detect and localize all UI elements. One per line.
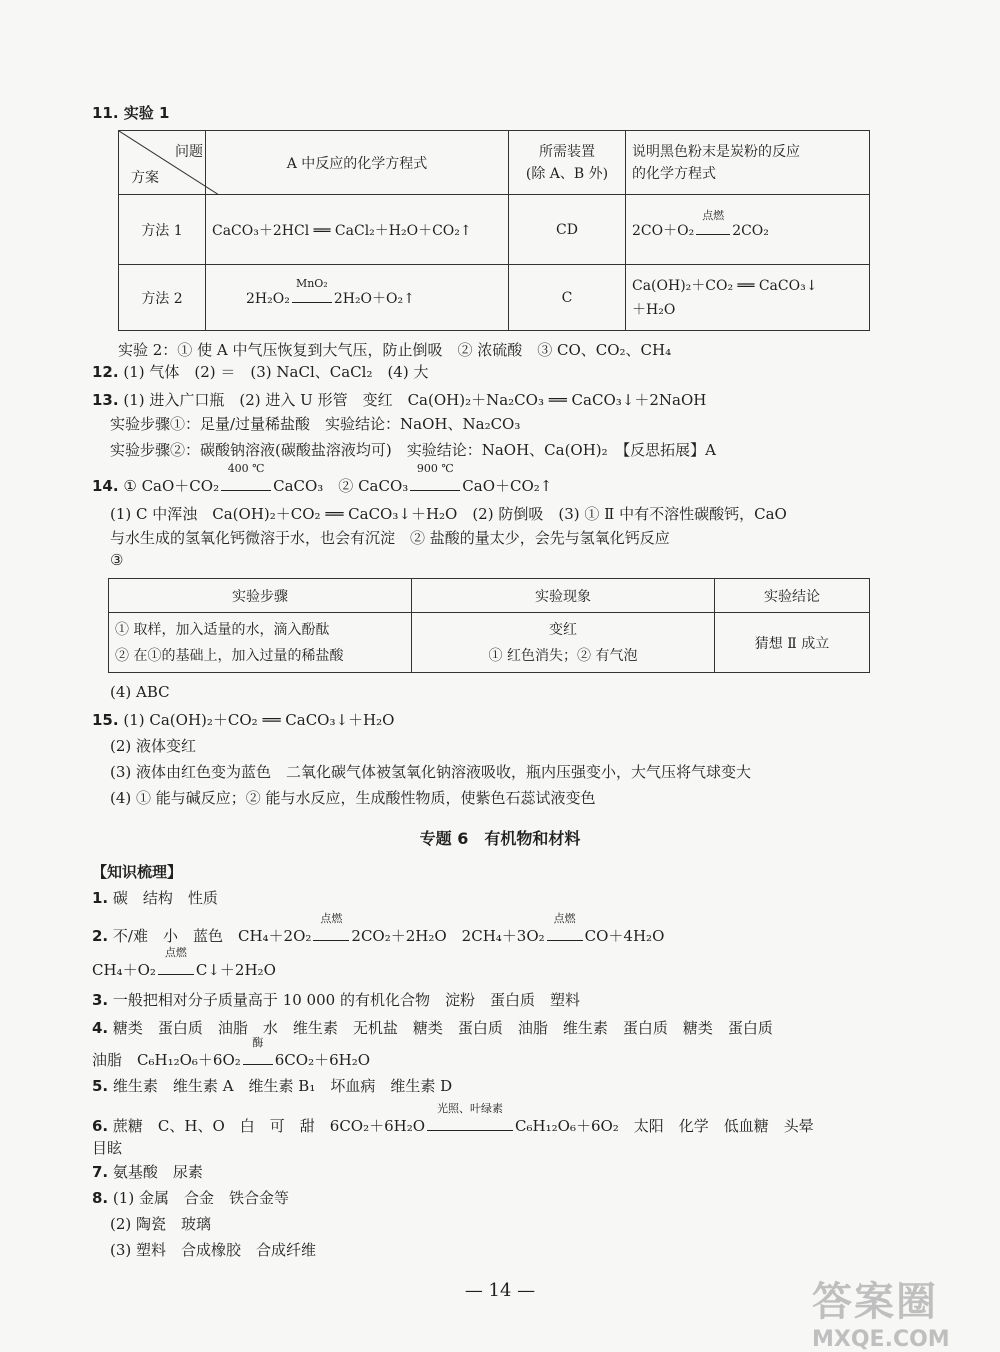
header-explanation-line1: 说明黑色粉末是炭粉的反应 (632, 143, 800, 160)
eq-right: 2CO₂ (732, 222, 769, 239)
q13-line2: 实验步骤①：足量/过量稀盐酸 实验结论：NaOH、Na₂CO₃ (110, 415, 521, 433)
item-1 (92, 888, 218, 908)
item-4 (92, 1018, 773, 1038)
reaction-condition: MnO₂ (295, 276, 328, 290)
reaction-condition: 点燃 (320, 912, 343, 925)
item-text: 碳 结构 性质 (112, 889, 218, 907)
row2-equation (206, 265, 509, 331)
header-device-line2: (除 A、B 外) (525, 165, 609, 182)
eq-part: 不/难 小 蓝色 CH₄＋2O₂ (112, 927, 312, 945)
header-equation: A 中反应的化学方程式 (206, 131, 509, 195)
q13-number: 13. (92, 391, 119, 409)
q14-line4: ③ (110, 551, 124, 569)
eq-part: C↓＋2H₂O (195, 961, 276, 979)
q12 (92, 362, 428, 382)
header-phenomena: 实验现象 (412, 579, 715, 613)
steps-cell (109, 613, 412, 673)
item-5 (92, 1076, 452, 1096)
corner-bottom-label: 方案 (131, 170, 159, 186)
q12-number: 12. (92, 363, 119, 381)
row1-explanation (626, 195, 870, 265)
item-number: 3. (92, 991, 109, 1009)
row1-equation: CaCO₃＋2HCl ══ CaCl₂＋H₂O＋CO₂↑ (206, 195, 509, 265)
eq-part: CO＋4H₂O (584, 927, 665, 945)
q12-text: (1) 气体 (2) ＝ (3) NaCl、CaCl₂ (4) 大 (123, 363, 429, 381)
header-explanation-line2: 的化学方程式 (632, 165, 716, 182)
row2-explanation-line2: ＋H₂O (632, 301, 676, 318)
eq-part: ① CaO＋CO₂ (123, 477, 220, 495)
reaction-condition: 点燃 (164, 946, 187, 959)
row1-label: 方法 1 (119, 195, 206, 265)
q14-table (108, 578, 870, 673)
item-number: 6. (92, 1117, 109, 1135)
q13-line1 (92, 390, 706, 410)
q14-line3: 与水生成的氢氧化钙微溶于水，也会有沉淀 ② 盐酸的量太少，会先与氢氧化钙反应 (110, 529, 670, 547)
q15-text: (1) Ca(OH)₂＋CO₂ ══ CaCO₃↓＋H₂O (123, 711, 395, 729)
item-number: 7. (92, 1163, 109, 1181)
row1-device: CD (509, 195, 626, 265)
eq-part: 6CO₂＋6H₂O (274, 1051, 371, 1069)
item-8 (92, 1188, 289, 1208)
item-number: 8. (92, 1189, 109, 1207)
reaction-arrow (427, 1102, 513, 1136)
reaction-arrow (221, 462, 271, 496)
q13-text: (1) 进入广口瓶 (2) 进入 U 形管 变红 Ca(OH)₂＋Na₂CO₃ ══ CaCO₃↓＋2NaOH (123, 391, 707, 409)
eq-right: 2H₂O＋O₂↑ (333, 290, 415, 307)
item-3 (92, 990, 580, 1010)
item-6 (92, 1102, 814, 1136)
reaction-arrow (158, 946, 194, 980)
reaction-condition: 400 ℃ (227, 462, 265, 475)
header-device-line1: 所需装置 (539, 143, 595, 160)
item-number: 1. (92, 889, 109, 907)
header-steps: 实验步骤 (109, 579, 412, 613)
eq-left: 2H₂O₂ (246, 290, 290, 307)
reaction-arrow (547, 912, 583, 946)
q15-number: 15. (92, 711, 119, 729)
q14-line2: (1) C 中浑浊 Ca(OH)₂＋CO₂ ══ CaCO₃↓＋H₂O (2) 防倒吸 (3) ① Ⅱ 中有不溶性碳酸钙，CaO (110, 505, 787, 523)
eq-part: 2CO₂＋2H₂O 2CH₄＋3O₂ (351, 927, 545, 945)
page-number: — 14 — (464, 1280, 536, 1301)
q15-line4: (4) ① 能与碱反应；② 能与水反应，生成酸性物质，使紫色石蕊试液变色 (110, 789, 596, 807)
reaction-condition: 光照、叶绿素 (437, 1102, 504, 1115)
row2-explanation (626, 265, 870, 331)
q11-exp2: 实验 2：① 使 A 中气压恢复到大气压，防止倒吸 ② 浓硫酸 ③ CO、CO₂、CH₄ (118, 341, 672, 359)
eq-part: CaO＋CO₂↑ (462, 477, 553, 495)
eq-part: CaCO₃ ② CaCO₃ (273, 477, 409, 495)
item-text: 一般把相对分子质量高于 10 000 的有机化合物 淀粉 蛋白质 塑料 (112, 991, 580, 1009)
corner-top-label: 问题 (175, 144, 203, 160)
row2-device: C (509, 265, 626, 331)
phenomena-cell (412, 613, 715, 673)
conclusion-cell: 猜想 Ⅱ 成立 (715, 613, 870, 673)
item-number: 4. (92, 1019, 109, 1037)
phenomenon-2: ① 红色消失；② 有气泡 (488, 647, 638, 664)
reaction-condition: 点燃 (553, 912, 576, 925)
item-7 (92, 1162, 203, 1182)
eq-part: CH₄＋O₂ (92, 961, 156, 979)
item-text: 维生素 维生素 A 维生素 B₁ 坏血病 维生素 D (112, 1077, 453, 1095)
reaction-arrow (292, 276, 332, 307)
item-text: (1) 金属 合金 铁合金等 (112, 1189, 289, 1207)
section-title: 专题 6 有机物和材料 (419, 829, 581, 848)
reaction-arrow (696, 208, 730, 239)
eq-part: 蔗糖 C、H、O 白 可 甜 6CO₂＋6H₂O (112, 1117, 426, 1135)
q14-number: 14. (92, 477, 119, 495)
q15-line1 (92, 710, 394, 730)
eq-part: C₆H₁₂O₆＋6O₂ 太阳 化学 低血糖 头晕 (515, 1117, 814, 1135)
header-explanation (626, 131, 870, 195)
watermark-logo-text: 答案圈 (812, 1279, 938, 1325)
item-6-cont: 目眩 (92, 1139, 123, 1157)
q14-line1 (92, 462, 553, 496)
step-1: ① 取样，加入适量的水，滴入酚酞 (115, 621, 330, 638)
reaction-arrow (243, 1036, 273, 1070)
q11-title: 11. 实验 1 (92, 104, 170, 122)
item-2 (92, 912, 665, 946)
reaction-arrow (410, 462, 460, 496)
item-text: 糖类 蛋白质 油脂 水 维生素 无机盐 糖类 蛋白质 油脂 维生素 蛋白质 糖类 蛋白质 (112, 1019, 773, 1037)
q15-line2: (2) 液体变红 (110, 737, 197, 755)
watermark-site-text: MXQE.COM (812, 1327, 950, 1352)
item-8b: (2) 陶瓷 玻璃 (110, 1215, 212, 1233)
eq-left: 2CO＋O₂ (632, 222, 695, 239)
header-device (509, 131, 626, 195)
phenomenon-1: 变红 (549, 621, 577, 638)
reaction-condition: 900 ℃ (416, 462, 454, 475)
item-number: 5. (92, 1077, 109, 1095)
reaction-condition: 点燃 (702, 208, 725, 222)
row2-label: 方法 2 (119, 265, 206, 331)
item-text: 氨基酸 尿素 (112, 1163, 203, 1181)
reaction-condition: 酶 (252, 1036, 264, 1049)
q13-line3: 实验步骤②：碳酸钠溶液(碳酸盐溶液均可) 实验结论：NaOH、Ca(OH)₂ 【反思拓展】A (110, 441, 717, 459)
row2-explanation-line1: Ca(OH)₂＋CO₂ ══ CaCO₃↓ (632, 277, 818, 294)
q15-line3: (3) 液体由红色变为蓝色 二氧化碳气体被氢氧化钠溶液吸收，瓶内压强变小，大气压将气球变大 (110, 763, 752, 781)
item-4-cont (92, 1036, 371, 1070)
item-2-cont (92, 946, 276, 980)
reaction-arrow (313, 912, 349, 946)
eq-part: 油脂 C₆H₁₂O₆＋6O₂ (92, 1051, 241, 1069)
item-number: 2. (92, 927, 109, 945)
step-2: ② 在①的基础上，加入过量的稀盐酸 (115, 647, 344, 664)
section-heading: 【知识梳理】 (92, 863, 183, 881)
q14-line5: (4) ABC (110, 683, 170, 701)
table-corner-cell (119, 131, 206, 195)
q11-table (118, 130, 870, 331)
watermark-logo (812, 1270, 992, 1352)
header-conclusion: 实验结论 (715, 579, 870, 613)
item-8c: (3) 塑料 合成橡胶 合成纤维 (110, 1241, 317, 1259)
